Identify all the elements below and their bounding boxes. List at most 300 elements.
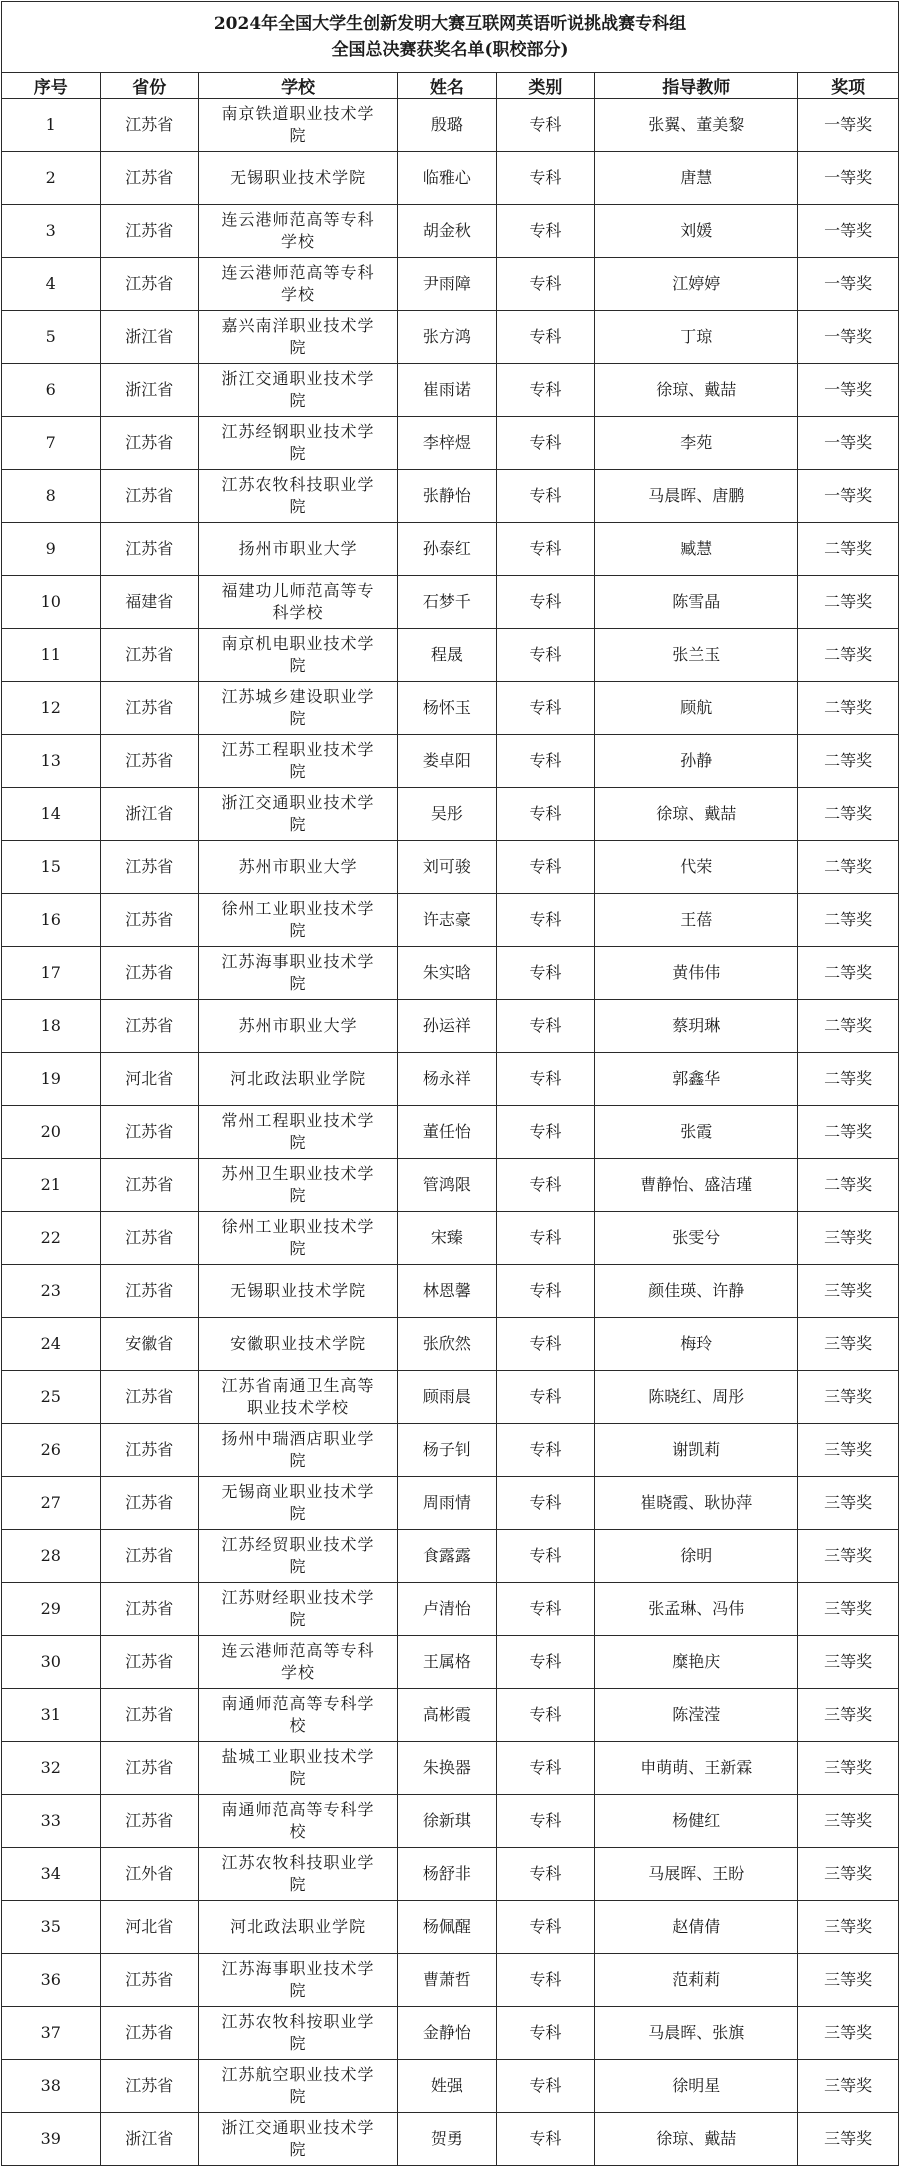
- cell-name: 临雅心: [398, 152, 497, 205]
- cell-name: 卢清怡: [398, 1583, 497, 1636]
- cell-name: 王属格: [398, 1636, 497, 1689]
- cell-award: 二等奖: [798, 841, 899, 894]
- school-text: 盐城工业职业技术学院: [221, 1747, 375, 1788]
- cell-category: 专科: [496, 788, 595, 841]
- table-row: [2, 417, 899, 470]
- cell-award: 三等奖: [798, 1954, 899, 2007]
- cell-index: 6: [2, 364, 101, 417]
- cell-index: 31: [2, 1689, 101, 1742]
- cell-category: 专科: [496, 99, 595, 152]
- school-text: 河北政法职业学院: [230, 1069, 367, 1088]
- cell-index: 24: [2, 1318, 101, 1371]
- cell-school: [199, 2060, 398, 2113]
- cell-province: 江苏省: [100, 735, 199, 788]
- cell-teacher: 孙静: [595, 735, 798, 788]
- cell-index: 13: [2, 735, 101, 788]
- cell-award: 三等奖: [798, 1848, 899, 1901]
- cell-teacher: 张兰玉: [595, 629, 798, 682]
- cell-province: 江苏省: [100, 841, 199, 894]
- cell-province: 江苏省: [100, 1689, 199, 1742]
- cell-index: 34: [2, 1848, 101, 1901]
- table-row: [2, 470, 899, 523]
- cell-index: 4: [2, 258, 101, 311]
- cell-index: 17: [2, 947, 101, 1000]
- cell-index: 16: [2, 894, 101, 947]
- school-text: 福建功儿师范高等专科学校: [221, 581, 375, 622]
- cell-province: 江苏省: [100, 470, 199, 523]
- school-text: 扬州市职业大学: [238, 539, 358, 558]
- cell-category: 专科: [496, 1954, 595, 2007]
- cell-teacher: 崔晓霞、耿协萍: [595, 1477, 798, 1530]
- cell-category: 专科: [496, 2007, 595, 2060]
- cell-award: 二等奖: [798, 1106, 899, 1159]
- cell-teacher: 颜佳瑛、许静: [595, 1265, 798, 1318]
- cell-category: 专科: [496, 1742, 595, 1795]
- cell-province: 安徽省: [100, 1318, 199, 1371]
- cell-school: [199, 1053, 398, 1106]
- header-name: 姓名: [398, 73, 497, 99]
- cell-province: 江苏省: [100, 1954, 199, 2007]
- cell-index: 35: [2, 1901, 101, 1954]
- cell-category: 专科: [496, 364, 595, 417]
- cell-index: 32: [2, 1742, 101, 1795]
- cell-school: [199, 1159, 398, 1212]
- table-row: [2, 2007, 899, 2060]
- school-text: 南通师范高等专科学校: [221, 1694, 375, 1735]
- cell-school: [199, 523, 398, 576]
- cell-school: [199, 1000, 398, 1053]
- cell-index: 23: [2, 1265, 101, 1318]
- cell-province: 江苏省: [100, 1212, 199, 1265]
- cell-index: 15: [2, 841, 101, 894]
- cell-province: 江苏省: [100, 2007, 199, 2060]
- cell-category: 专科: [496, 1371, 595, 1424]
- cell-name: 管鸿限: [398, 1159, 497, 1212]
- cell-award: 三等奖: [798, 1265, 899, 1318]
- cell-province: 江苏省: [100, 1795, 199, 1848]
- header-award: 奖项: [798, 73, 899, 99]
- cell-name: 尹雨障: [398, 258, 497, 311]
- table-row: [2, 1000, 899, 1053]
- cell-index: 36: [2, 1954, 101, 2007]
- cell-award: 三等奖: [798, 1212, 899, 1265]
- table-row: [2, 1583, 899, 1636]
- cell-school: [199, 205, 398, 258]
- cell-award: 一等奖: [798, 364, 899, 417]
- cell-name: 金静怡: [398, 2007, 497, 2060]
- school-text: 南通师范高等专科学校: [221, 1800, 375, 1841]
- cell-teacher: 陈晓红、周彤: [595, 1371, 798, 1424]
- cell-name: 胡金秋: [398, 205, 497, 258]
- table-row: [2, 1530, 899, 1583]
- cell-category: 专科: [496, 682, 595, 735]
- cell-name: 娄卓阳: [398, 735, 497, 788]
- cell-name: 高彬霞: [398, 1689, 497, 1742]
- cell-school: [199, 1795, 398, 1848]
- cell-index: 21: [2, 1159, 101, 1212]
- cell-category: 专科: [496, 1000, 595, 1053]
- cell-school: [199, 99, 398, 152]
- cell-name: 林恩馨: [398, 1265, 497, 1318]
- school-text: 河北政法职业学院: [230, 1917, 367, 1936]
- cell-name: 朱实晗: [398, 947, 497, 1000]
- cell-award: 二等奖: [798, 1000, 899, 1053]
- cell-name: 吴彤: [398, 788, 497, 841]
- cell-name: 石梦千: [398, 576, 497, 629]
- school-text: 连云港师范高等专科学校: [221, 1641, 375, 1682]
- header-index: 序号: [2, 73, 101, 99]
- cell-province: 江苏省: [100, 523, 199, 576]
- cell-award: 三等奖: [798, 1371, 899, 1424]
- cell-teacher: 陈滢滢: [595, 1689, 798, 1742]
- cell-province: 江苏省: [100, 2060, 199, 2113]
- cell-school: [199, 1689, 398, 1742]
- cell-school: [199, 947, 398, 1000]
- cell-index: 7: [2, 417, 101, 470]
- school-text: 南京机电职业技术学院: [221, 634, 375, 675]
- cell-province: 江苏省: [100, 894, 199, 947]
- table-row: [2, 1371, 899, 1424]
- cell-province: 江苏省: [100, 258, 199, 311]
- cell-award: 一等奖: [798, 205, 899, 258]
- cell-province: 江苏省: [100, 1742, 199, 1795]
- cell-award: 一等奖: [798, 152, 899, 205]
- cell-name: 杨子钊: [398, 1424, 497, 1477]
- table-row: [2, 629, 899, 682]
- table-row: [2, 682, 899, 735]
- cell-category: 专科: [496, 470, 595, 523]
- school-text: 无锡职业技术学院: [230, 168, 367, 187]
- cell-name: 宋臻: [398, 1212, 497, 1265]
- cell-name: 朱换器: [398, 1742, 497, 1795]
- table-row: [2, 152, 899, 205]
- school-text: 嘉兴南洋职业技术学院: [221, 316, 375, 357]
- cell-category: 专科: [496, 1212, 595, 1265]
- cell-award: 一等奖: [798, 258, 899, 311]
- title-line-1: 2024年全国大学生创新发明大赛互联网英语听说挑战赛专科组: [213, 14, 687, 34]
- table-row: [2, 1424, 899, 1477]
- cell-school: [199, 470, 398, 523]
- cell-category: 专科: [496, 1901, 595, 1954]
- cell-award: 三等奖: [798, 1477, 899, 1530]
- cell-name: 孙泰红: [398, 523, 497, 576]
- cell-category: 专科: [496, 1636, 595, 1689]
- cell-school: [199, 1212, 398, 1265]
- cell-teacher: 黄伟伟: [595, 947, 798, 1000]
- cell-school: [199, 2007, 398, 2060]
- cell-teacher: 陈雪晶: [595, 576, 798, 629]
- school-text: 浙江交通职业技术学院: [221, 369, 375, 410]
- cell-index: 8: [2, 470, 101, 523]
- cell-index: 19: [2, 1053, 101, 1106]
- table-row: [2, 1212, 899, 1265]
- cell-name: 张方鸿: [398, 311, 497, 364]
- cell-province: 江苏省: [100, 205, 199, 258]
- cell-teacher: 刘媛: [595, 205, 798, 258]
- cell-category: 专科: [496, 2113, 595, 2166]
- cell-award: 三等奖: [798, 1742, 899, 1795]
- cell-index: 38: [2, 2060, 101, 2113]
- cell-award: 二等奖: [798, 1159, 899, 1212]
- cell-teacher: 赵倩倩: [595, 1901, 798, 1954]
- table-row: [2, 1901, 899, 1954]
- school-text: 浙江交通职业技术学院: [221, 793, 375, 834]
- cell-name: 徐新琪: [398, 1795, 497, 1848]
- table-row: [2, 735, 899, 788]
- cell-teacher: 李苑: [595, 417, 798, 470]
- school-text: 连云港师范高等专科学校: [221, 263, 375, 304]
- header-province: 省份: [100, 73, 199, 99]
- cell-school: [199, 1424, 398, 1477]
- cell-province: 浙江省: [100, 311, 199, 364]
- cell-name: 张欣然: [398, 1318, 497, 1371]
- school-text: 徐州工业职业技术学院: [221, 899, 375, 940]
- table-row: [2, 1742, 899, 1795]
- cell-name: 曹萧哲: [398, 1954, 497, 2007]
- cell-school: [199, 894, 398, 947]
- cell-province: 江苏省: [100, 1159, 199, 1212]
- cell-school: [199, 1636, 398, 1689]
- school-text: 江苏经贸职业技术学院: [221, 1535, 375, 1576]
- school-text: 常州工程职业技术学院: [221, 1111, 375, 1152]
- school-text: 江苏农牧科技职业学院: [221, 1853, 375, 1894]
- cell-province: 江苏省: [100, 1265, 199, 1318]
- cell-index: 18: [2, 1000, 101, 1053]
- cell-teacher: 梅玲: [595, 1318, 798, 1371]
- cell-category: 专科: [496, 417, 595, 470]
- school-text: 安徽职业技术学院: [230, 1334, 367, 1353]
- cell-teacher: 顾航: [595, 682, 798, 735]
- school-text: 南京铁道职业技术学院: [221, 104, 375, 145]
- cell-award: 三等奖: [798, 1530, 899, 1583]
- table-row: [2, 894, 899, 947]
- school-text: 江苏工程职业技术学院: [221, 740, 375, 781]
- cell-index: 9: [2, 523, 101, 576]
- cell-name: 顾雨晨: [398, 1371, 497, 1424]
- cell-award: 二等奖: [798, 523, 899, 576]
- cell-category: 专科: [496, 152, 595, 205]
- cell-teacher: 徐琼、戴喆: [595, 364, 798, 417]
- cell-teacher: 江婷婷: [595, 258, 798, 311]
- cell-index: 27: [2, 1477, 101, 1530]
- cell-name: 杨永祥: [398, 1053, 497, 1106]
- cell-province: 江外省: [100, 1848, 199, 1901]
- cell-category: 专科: [496, 205, 595, 258]
- cell-award: 二等奖: [798, 629, 899, 682]
- cell-index: 30: [2, 1636, 101, 1689]
- table-row: [2, 788, 899, 841]
- table-row: [2, 2113, 899, 2166]
- cell-index: 29: [2, 1583, 101, 1636]
- school-text: 无锡商业职业技术学院: [221, 1482, 375, 1523]
- table-row: [2, 1053, 899, 1106]
- school-text: 苏州市职业大学: [238, 1016, 358, 1035]
- cell-teacher: 唐慧: [595, 152, 798, 205]
- cell-teacher: 代荣: [595, 841, 798, 894]
- cell-category: 专科: [496, 629, 595, 682]
- cell-category: 专科: [496, 894, 595, 947]
- cell-award: 二等奖: [798, 947, 899, 1000]
- cell-category: 专科: [496, 1053, 595, 1106]
- cell-index: 11: [2, 629, 101, 682]
- cell-province: 江苏省: [100, 1424, 199, 1477]
- cell-province: 江苏省: [100, 1530, 199, 1583]
- cell-school: [199, 2113, 398, 2166]
- cell-name: 许志豪: [398, 894, 497, 947]
- cell-index: 3: [2, 205, 101, 258]
- cell-index: 2: [2, 152, 101, 205]
- header-row: [2, 73, 899, 99]
- cell-school: [199, 1106, 398, 1159]
- cell-award: 三等奖: [798, 1901, 899, 1954]
- cell-province: 江苏省: [100, 417, 199, 470]
- cell-teacher: 王蓓: [595, 894, 798, 947]
- cell-category: 专科: [496, 1318, 595, 1371]
- cell-award: 三等奖: [798, 1318, 899, 1371]
- cell-school: [199, 682, 398, 735]
- cell-school: [199, 1583, 398, 1636]
- cell-award: 二等奖: [798, 576, 899, 629]
- cell-category: 专科: [496, 1583, 595, 1636]
- cell-name: 张静怡: [398, 470, 497, 523]
- cell-teacher: 徐明星: [595, 2060, 798, 2113]
- cell-name: 姓强: [398, 2060, 497, 2113]
- table-row: [2, 576, 899, 629]
- cell-index: 1: [2, 99, 101, 152]
- cell-province: 河北省: [100, 1901, 199, 1954]
- cell-teacher: 张翼、董美黎: [595, 99, 798, 152]
- cell-province: 浙江省: [100, 788, 199, 841]
- cell-teacher: 谢凯莉: [595, 1424, 798, 1477]
- cell-index: 39: [2, 2113, 101, 2166]
- school-text: 江苏海事职业技术学院: [221, 1959, 375, 2000]
- table-row: [2, 1477, 899, 1530]
- cell-category: 专科: [496, 1689, 595, 1742]
- table-row: [2, 1954, 899, 2007]
- cell-award: 三等奖: [798, 1583, 899, 1636]
- cell-teacher: 徐琼、戴喆: [595, 2113, 798, 2166]
- table-row: [2, 1636, 899, 1689]
- cell-index: 12: [2, 682, 101, 735]
- cell-school: [199, 364, 398, 417]
- cell-award: 二等奖: [798, 682, 899, 735]
- table-row: [2, 1159, 899, 1212]
- cell-school: [199, 1901, 398, 1954]
- cell-teacher: 申萌萌、王新霖: [595, 1742, 798, 1795]
- school-text: 江苏海事职业技术学院: [221, 952, 375, 993]
- cell-award: 二等奖: [798, 735, 899, 788]
- table-row: [2, 841, 899, 894]
- table-title: [2, 2, 899, 73]
- cell-award: 三等奖: [798, 1636, 899, 1689]
- school-text: 苏州市职业大学: [238, 857, 358, 876]
- cell-index: 10: [2, 576, 101, 629]
- cell-index: 14: [2, 788, 101, 841]
- cell-award: 二等奖: [798, 788, 899, 841]
- cell-award: 一等奖: [798, 470, 899, 523]
- cell-teacher: 蔡玥琳: [595, 1000, 798, 1053]
- cell-teacher: 范莉莉: [595, 1954, 798, 2007]
- cell-teacher: 丁琼: [595, 311, 798, 364]
- cell-province: 江苏省: [100, 1583, 199, 1636]
- cell-teacher: 徐琼、戴喆: [595, 788, 798, 841]
- cell-teacher: 马展晖、王盼: [595, 1848, 798, 1901]
- cell-award: 二等奖: [798, 894, 899, 947]
- cell-teacher: 糜艳庆: [595, 1636, 798, 1689]
- title-line-2: 全国总决赛获奖名单(职校部分): [331, 40, 569, 60]
- cell-category: 专科: [496, 2060, 595, 2113]
- cell-name: 殷璐: [398, 99, 497, 152]
- cell-province: 江苏省: [100, 1106, 199, 1159]
- cell-name: 杨佩醒: [398, 1901, 497, 1954]
- table-row: [2, 311, 899, 364]
- cell-teacher: 马晨晖、张旗: [595, 2007, 798, 2060]
- cell-province: 江苏省: [100, 947, 199, 1000]
- cell-teacher: 杨健红: [595, 1795, 798, 1848]
- cell-category: 专科: [496, 947, 595, 1000]
- cell-teacher: 张雯兮: [595, 1212, 798, 1265]
- cell-province: 江苏省: [100, 1636, 199, 1689]
- cell-teacher: 郭鑫华: [595, 1053, 798, 1106]
- school-text: 徐州工业职业技术学院: [221, 1217, 375, 1258]
- cell-award: 一等奖: [798, 311, 899, 364]
- cell-category: 专科: [496, 1265, 595, 1318]
- cell-school: [199, 1318, 398, 1371]
- cell-award: 二等奖: [798, 1053, 899, 1106]
- cell-index: 25: [2, 1371, 101, 1424]
- cell-teacher: 臧慧: [595, 523, 798, 576]
- cell-award: 一等奖: [798, 417, 899, 470]
- cell-index: 28: [2, 1530, 101, 1583]
- cell-province: 浙江省: [100, 364, 199, 417]
- cell-category: 专科: [496, 1159, 595, 1212]
- cell-index: 37: [2, 2007, 101, 2060]
- cell-category: 专科: [496, 311, 595, 364]
- cell-teacher: 马晨晖、唐鹏: [595, 470, 798, 523]
- cell-name: 杨舒非: [398, 1848, 497, 1901]
- cell-name: 杨怀玉: [398, 682, 497, 735]
- cell-category: 专科: [496, 258, 595, 311]
- header-category: 类别: [496, 73, 595, 99]
- table-row: [2, 1265, 899, 1318]
- cell-name: 董任怡: [398, 1106, 497, 1159]
- cell-school: [199, 1265, 398, 1318]
- cell-school: [199, 1371, 398, 1424]
- cell-school: [199, 1742, 398, 1795]
- table-row: [2, 2060, 899, 2113]
- table-row: [2, 205, 899, 258]
- cell-name: 食露露: [398, 1530, 497, 1583]
- cell-school: [199, 1477, 398, 1530]
- award-list-table: [1, 1, 899, 2166]
- cell-province: 江苏省: [100, 1477, 199, 1530]
- table-row: [2, 523, 899, 576]
- cell-province: 江苏省: [100, 99, 199, 152]
- cell-school: [199, 841, 398, 894]
- school-text: 苏州卫生职业技术学院: [221, 1164, 375, 1205]
- cell-category: 专科: [496, 735, 595, 788]
- cell-award: 三等奖: [798, 1795, 899, 1848]
- cell-index: 22: [2, 1212, 101, 1265]
- cell-name: 刘可骏: [398, 841, 497, 894]
- cell-category: 专科: [496, 576, 595, 629]
- cell-award: 三等奖: [798, 2007, 899, 2060]
- cell-school: [199, 258, 398, 311]
- cell-teacher: 张霞: [595, 1106, 798, 1159]
- cell-name: 崔雨诺: [398, 364, 497, 417]
- cell-index: 20: [2, 1106, 101, 1159]
- school-text: 江苏农牧科按职业学院: [221, 2012, 375, 2053]
